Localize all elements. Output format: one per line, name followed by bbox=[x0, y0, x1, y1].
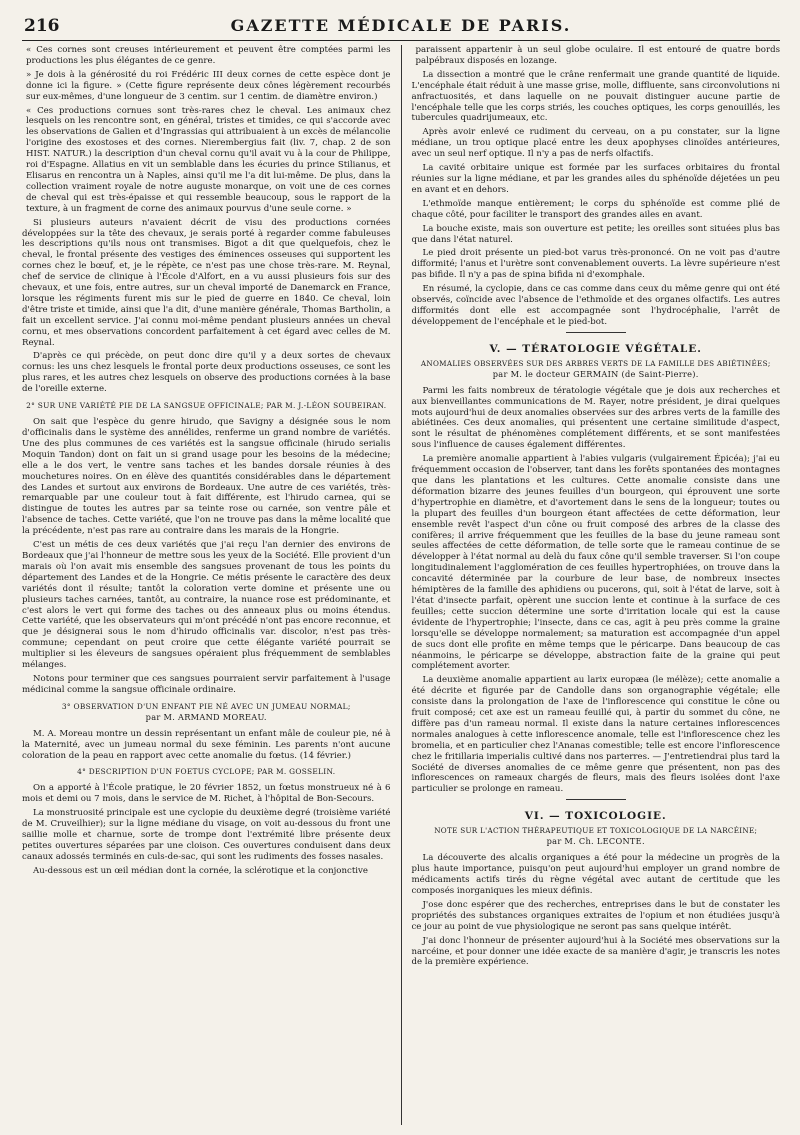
article-title bbox=[22, 702, 391, 723]
paragraph: La première anomalie appartient à l'abies vulgaris (vulgairement Épicéa); j'ai eu fréquemment occasion de l'observer, tant dans les forêts spontanées des montagnes que dans les plantations et les cultures. Cette anomalie consiste dans une déformation bizarre des jeunes feuilles d'un bourgeon, qui éprouvent une sorte d'hypertrophie en diamètre, et d'avortement dans le sens de la longueur; toutes ou la plupart des feuilles d'un bourgeon étant affectées de cette déformation, leur ensemble revêt l'aspect d'un cône ou fruit composé des arbres de la classe des conifères; il arrive fréquemment que les feuilles de la base du jeune rameau sont seules affectées de cette déformation, de telle sorte que le rameau continue de se développer à l'état normal au delà du faux cône qu'il semble traverser. Si l'on coupe longitudinalement l'agglomération de ces feuilles hypertrophiées, on trouve dans la concavité déterminée par la courbure de leur base, de nombreux insectes hémiptères de la famille des aphidiens ou pucerons, qui, soit à l'état de larve, soit à l'état d'insecte parfait, opèrent une succion lente et continue à la surface de ces feuilles; cette succion détermine une sorte d'irritation locale qui est la cause évidente de l'hypertrophie; l'insecte, dans ce cas, agit à peu près comme la graine lorsqu'elle se développe normalement; sa maturation est accompagnée d'un appel de sucs dont elle profite en même temps que le péricarpe. Dans beaucoup de cas néanmoins, le péricarpe se développe, abstraction faite de la graine qui peut complétement avorter. bbox=[411, 454, 780, 672]
paragraph: La cavité orbitaire unique est formée par les surfaces orbitaires du frontal réunies sur la ligne médiane, et par les grandes ailes du sphénoïde déjetées un peu en avant et en dehors. bbox=[411, 163, 780, 195]
paragraph: C'est un métis de ces deux variétés que j'ai reçu l'an dernier des environs de Bordeaux que j'ai l'honneur de mettre sous les yeux de la Société. Elle provient d'un marais où l'on avait mis ensemble des sangsues provenant de tous les points du département des Landes et de la Hongrie. Ce métis présente le caractère des deux variétés dont il résulte; tantôt la coloration verte domine et présente une ou plusieurs taches carnées, tantôt, au contraire, la nuance rose est prédominante, et c'est alors le vert qui forme des taches ou des anneaux plus ou moins étendus. Cette variété, que les observateurs qui m'ont précédé n'ont pas encore reconnue, et que je désignerai sous le nom d'hirudo officinalis var. discolor, n'est pas très-commune; cependant on peut croire que cette élégante variété pourrait se multiplier si les éleveurs de sangsues opéraient plus fréquemment de semblables mélanges. bbox=[22, 540, 391, 671]
paragraph: D'après ce qui précède, on peut donc dire qu'il y a deux sortes de chevaux cornus: les uns chez lesquels le frontal porte deux productions osseuses, ce sont les plus rares, et les autres chez lesquels on observe des productions cornées à la base de l'oreille externe. bbox=[22, 351, 391, 395]
right-column bbox=[411, 45, 780, 1125]
column-divider bbox=[401, 45, 402, 1125]
paragraph: J'ose donc espérer que des recherches, entreprises dans le but de constater les propriétés des substances organiques extraites de l'opium et non étudiées jusqu'à ce jour au point de vue physiologique ne seront pas sans quelque intérêt. bbox=[411, 899, 780, 932]
paragraph: On a apporté à l'École pratique, le 20 février 1852, un fœtus monstrueux né à 6 mois et demi ou 7 mois, dans le service de M. Richet, à l'hôpital de Bon-Secours. bbox=[22, 783, 391, 805]
paragraph: J'ai donc l'honneur de présenter aujourd'hui à la Société mes observations sur la narcéine, et pour donner une idée exacte de sa manière d'agir, je transcris les notes de la première expérience. bbox=[411, 935, 780, 968]
article-title bbox=[411, 826, 780, 847]
paragraph: Le pied droit présente un pied-bot varus très-prononcé. On ne voit pas d'autre difformité; l'anus et l'urètre sont convenablement ouverts. La lèvre supérieure n'est pas bifide. Il n'y a pas de spina bifida ni d'exomphale. bbox=[411, 248, 780, 281]
article-title-text: NOTE SUR L'ACTION THÉRAPEUTIQUE ET TOXICOLOGIQUE DE LA NARCÉINE; bbox=[434, 826, 758, 836]
paragraph: La découverte des alcalis organiques a été pour la médecine un progrès de la plus haute importance, puisqu'on peut aujourd'hui employer un grand nombre de médicaments actifs tirés du règne végétal avec autant de certitude que les composés inorganiques les mieux définis. bbox=[411, 853, 780, 896]
left-column bbox=[22, 45, 391, 1125]
paragraph: Si plusieurs auteurs n'avaient décrit de visu des productions cornées développées sur la tête des chevaux, je serais porté à regarder comme fabuleuses les descriptions qu'ils nous ont transmises. Bigot a dit que quelquefois, chez le cheval, le frontal présente des vestiges des éminences osseuses qui supportent les cornes chez le bœuf, et, je le répète, ce n'est pas une chose très-rare. M. Reynal, chef de service de clinique à l'École d'Alfort, en a vu aussi plusieurs fois sur des chevaux, et une fois, entre autres, sur un cheval importé de Danemarck en France, lorsque les régiments furent mis sur le pied de guerre en 1840. Ce cheval, loin d'être triste et timide, ainsi que l'a dit, d'une manière générale, Thomas Bartholin, a fait un excellent service. J'ai connu moi-même pendant plusieurs années un cheval cornu, et mes observations concordent parfaitement à cet égard avec celles de M. Reynal. bbox=[22, 217, 391, 348]
paragraph: La deuxième anomalie appartient au larix europæa (le mélèze); cette anomalie a été décrite et figurée par de Candolle dans son organographie végétale; elle consiste dans la prolongation de l'axe de l'inflorescence qui constitue le cône ou fruit composé; cet axe est un rameau feuillé qui, à partir du sommet du cône, ne diffère pas d'un rameau normal. Il existe dans la nature certaines inflorescences normales analogues à cette inflorescence anomale, telle est l'inflorescence chez les bromelia, et en particulier chez l'Ananas comestible; telle est encore l'inflorescence chez le fritillaria imperialis cultivé dans nos parterres. — J'entretiendrai plus tard la Société de diverses anomalies de ce même genre que présentent, non pas des inflorescences on rameaux chargés de fleurs, mais des fleurs isolées dont l'axe particulier se prolonge en rameau. bbox=[411, 675, 780, 795]
section-heading: VI. — TOXICOLOGIE. bbox=[524, 810, 667, 823]
paragraph: M. A. Moreau montre un dessin représentant un enfant mâle de couleur pie, né à la Maternité, avec un jumeau normal du sexe féminin. Les parents n'ont aucune coloration de la peau en rapport avec cette anomalie du fœtus. (14 février.) bbox=[22, 728, 391, 761]
page-header bbox=[22, 14, 780, 41]
article-author: par M. Ch. LECONTE. bbox=[546, 836, 645, 847]
paragraph: La bouche existe, mais son ouverture est petite; les oreilles sont situées plus bas que dans l'état naturel. bbox=[411, 223, 780, 245]
section-heading: V. — TÉRATOLOGIE VÉGÉTALE. bbox=[489, 342, 702, 355]
paragraph: Au-dessous est un œil médian dont la cornée, la sclérotique et la conjonctive bbox=[33, 865, 368, 876]
paragraph: « Ces productions cornues sont très-rares chez le cheval. Les animaux chez lesquels on les rencontre sont, en général, tristes et timides, ce qui s'accorde avec les observations de Galien et d'Ingrassias qui attribuaient à un excès de mélancolie l'origine des exostoses et des cornes. Nierembergius fait (liv. 7, chap. 2 de son HIST. NATUR.) la description d'un cheval cornu qu'il avait vu à la cour de Philippe, roi d'Espagne. Allatius en vit un semblable dans les écuries du prince Stilianus, et Elisarus en rencontra un à Naples, ainsi qu'il me l'a dit lui-même. De plus, dans la collection vraiment royale de notre auguste monarque, on voit une de ces cornes de cheval qui est très-épaisse et qui ressemble beaucoup, sous le rapport de la texture, à un fragment de corne des animaux pourvus d'une seule corne. » bbox=[26, 105, 391, 214]
article-title bbox=[411, 359, 780, 380]
article-author: par M. le docteur GERMAIN (de Saint-Pierre). bbox=[492, 368, 699, 379]
text-columns bbox=[22, 45, 780, 1125]
article-title-text: 3° OBSERVATION D'UN ENFANT PIE NÉ AVEC UN JUMEAU NORMAL; bbox=[61, 701, 351, 711]
article-title-text: ANOMALIES OBSERVÉES SUR DES ARBRES VERTS DE LA FAMILLE DES ABIÉTINÉES; bbox=[420, 358, 771, 368]
article-title: 4° DESCRIPTION D'UN FOETUS CYCLOPE; PAR M. GOSSELIN. bbox=[77, 767, 336, 777]
paragraph: Après avoir enlevé ce rudiment du cerveau, on a pu constater, sur la ligne médiane, un trou optique placé entre les deux apophyses clinoïdes antérieures, avec un seul nerf optique. Il n'y a pas de nerfs olfactifs. bbox=[411, 127, 780, 160]
paragraph: On sait que l'espèce du genre hirudo, que Savigny a désignée sous le nom d'officinalis dans le système des annélides, renferme un grand nombre de variétés. Une des plus communes de ces variétés est la sangsue officinale (hirudo serialis Moquin Tandon) dont on fait un si grand usage pour les besoins de la médecine; elle a le dos vert, le ventre sans taches et les bandes dorsale réunies à des mouchetures noires. On en élève des quantités considérables dans le département des Landes et surtout aux environs de Bordeaux. Une autre de ces variétés, très-remarquable par une couleur tout à fait différente, est l'hirudo carnea, qui se distingue de toutes les autres par sa teinte rose ou carnée, son ventre pâle et l'absence de taches. Cette variété, que l'on ne trouve pas dans la même localité que la précédente, n'est pas rare au contraire dans les marais de la Hongrie. bbox=[22, 417, 391, 537]
paragraph: La dissection a montré que le crâne renfermait une grande quantité de liquide. L'encéphale était réduit à une masse grise, molle, diffluente, sans circonvolutions ni anfractuosités, et dans laquelle on ne pouvait distinguer aucune partie de l'encéphale telle que les corps striés, les couches optiques, les corps genouillés, les tubercules quadrijumeaux, etc. bbox=[411, 69, 780, 124]
paragraph: La monstruosité principale est une cyclopie du deuxième degré (troisième variété de M. Cruveilhier); sur la ligne médiane du visage, on voit au-dessous du front une saillie molle et charnue, sorte de trompe dont l'extrémité libre présente deux petites ouvertures séparées par une cloison. Ces ouvertures conduisent dans deux canaux adossés terminés en culs-de-sac, qui sont les rudiments des fosses nasales. bbox=[22, 808, 391, 862]
article-author: par M. ARMAND MOREAU. bbox=[145, 711, 267, 722]
section-rule bbox=[566, 332, 626, 333]
paragraph: L'ethmoïde manque entièrement; le corps du sphénoïde est comme plié de chaque côté, pour faciliter le transport des grandes ailes en avant. bbox=[411, 198, 780, 220]
paragraph: En résumé, la cyclopie, dans ce cas comme dans ceux du même genre qui ont été observés, coïncide avec l'absence de l'ethmoïde et des organes olfactifs. Les autres difformités dont elle est accompagnée sont l'hydrocéphalie, l'arrêt de développement de l'encéphale et le pied-bot. bbox=[411, 284, 780, 327]
paragraph: « Ces cornes sont creuses intérieurement et peuvent être comptées parmi les productions les plus élégantes de ce genre. bbox=[26, 45, 391, 66]
article-title: 2° SUR UNE VARIÉTÉ PIE DE LA SANGSUE OFFICINALE; PAR M. J.-LÉON SOUBEIRAN. bbox=[26, 401, 387, 411]
paragraph: paraissent appartenir à un seul globe oculaire. Il est entouré de quatre bords palpébraux disposés en lozange. bbox=[415, 45, 780, 66]
paragraph: » Je dois à la générosité du roi Frédéric III deux cornes de cette espèce dont je donne ici la figure. » (Cette figure représente deux cônes légèrement recourbés sur eux-mêmes, d'une longueur de 3 centim. sur 1 centim. de diamètre environ.) bbox=[26, 69, 391, 102]
page-number: 216 bbox=[24, 16, 60, 36]
running-title: GAZETTE MÉDICALE DE PARIS. bbox=[230, 16, 572, 35]
paragraph: Parmi les faits nombreux de tératologie végétale que je dois aux recherches et aux bienveillantes communications de M. Rayer, notre président, je dirai quelques mots aujourd'hui de deux anomalies observées sur des arbres verts de la famille des abiétinées. Ces deux anomalies, qui présentent une certaine similitude d'aspect, sont le résultat de phénomènes complétement différents, et se sont manifestées sous l'influence de causes également différentes. bbox=[411, 385, 780, 451]
section-rule bbox=[566, 799, 626, 800]
paragraph: Notons pour terminer que ces sangsues pourraient servir parfaitement à l'usage médicinal comme la sangsue officinale ordinaire. bbox=[22, 673, 391, 695]
